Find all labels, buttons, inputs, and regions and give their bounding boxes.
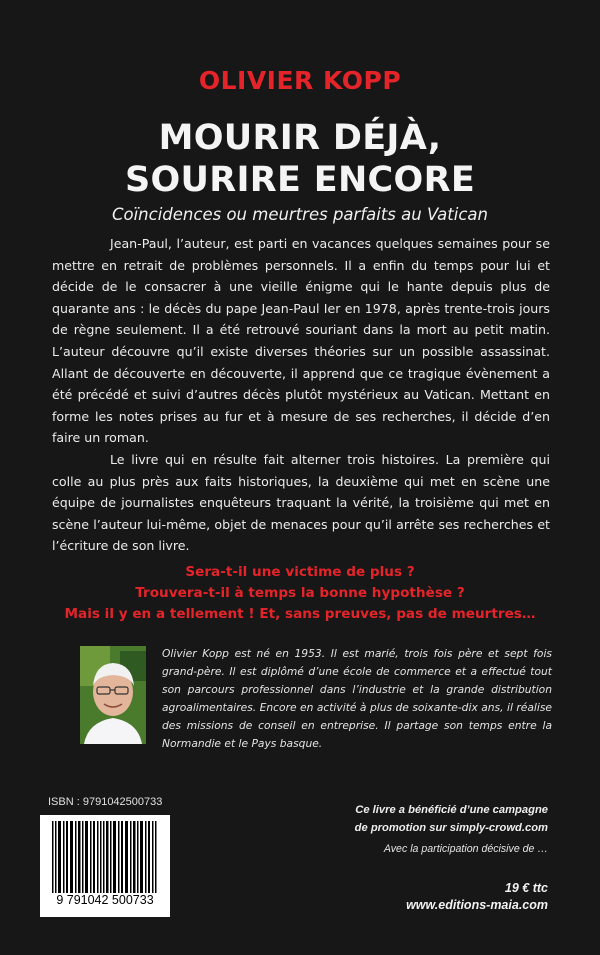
barcode-digits: 9 791042 500733 — [40, 893, 170, 907]
book-subtitle: Coïncidences ou meurtres parfaits au Vatican — [111, 205, 488, 224]
synopsis-paragraph-2: Le livre qui en résulte fait alterner trois histoires. La première qui colle au plus près aux faits historiques, la deuxième qui met en scène une équipe de journalistes enquêteurs traquant la vérité, la troisième qui met en scène l’auteur lui-même, objet de menaces pour qu’il arrête ses recherches et l’écriture de son livre. — [52, 451, 550, 554]
teaser-questions — [0, 562, 600, 625]
isbn: ISBN : 9791042500733 — [48, 796, 163, 808]
author-photo — [80, 646, 146, 744]
publisher-website: www.editions-maia.com — [406, 898, 548, 912]
author-biography: Olivier Kopp est né en 1953. Il est marié, trois fois père et sept fois grand-père. Il est diplômé d’une école de commerce et a effectué tout son parcours professionnel dans l’industrie et la grande distribution agroalimentaires. Encore en activité à plus de soixante-dix ans, il réalise des missions de conseil en entreprise. Il partage son temps entre la Normandie et le Pays basque. — [162, 647, 552, 750]
synopsis — [52, 233, 550, 557]
campaign-note — [330, 801, 548, 837]
barcode-bars — [40, 815, 170, 901]
title-line-1: MOURIR DÉJÀ, — [158, 118, 442, 158]
title-line-2: SOURIRE ENCORE — [124, 160, 476, 200]
teaser-question-2: Trouvera-t-il à temps la bonne hypothèse ? — [135, 585, 465, 601]
barcode — [40, 815, 170, 917]
synopsis-paragraph-1: Jean-Paul, l’auteur, est parti en vacances quelques semaines pour se mettre en retrait de problèmes personnels. Il a enfin du temps pour lui et décide de le consacrer à une vieille énigme qui le hante depuis plus de quarante ans : le décès du pape Jean-Paul Ier en 1978, après trente-trois jours de règne seulement. Il a été retrouvé souriant dans la mort au petit matin. L’auteur découvre qu’il existe diverses théories sur un possible assassinat. Allant de découverte en découverte, il apprend que ce tragique évènement a été précédé et suivi d’autres décès plutôt mystérieux au Vatican. Mettant en forme les notes prises au fur et à mesure de ses recherches, il décide d’en faire un roman. — [52, 236, 550, 446]
price: 19 € ttc — [504, 881, 548, 895]
teaser-question-3: Mais il y en a tellement ! Et, sans preuves, pas de meurtres… — [64, 606, 536, 622]
author-name: OLIVIER KOPP — [198, 66, 402, 95]
participation-note: Avec la participation décisive de … — [383, 843, 548, 855]
author-portrait-image — [80, 646, 146, 744]
campaign-line-2: de promotion sur simply-crowd.com — [354, 822, 548, 834]
campaign-line-1: Ce livre a bénéficié d’une campagne — [355, 804, 548, 816]
book-title — [0, 117, 600, 201]
teaser-question-1: Sera-t-il une victime de plus ? — [185, 564, 415, 580]
